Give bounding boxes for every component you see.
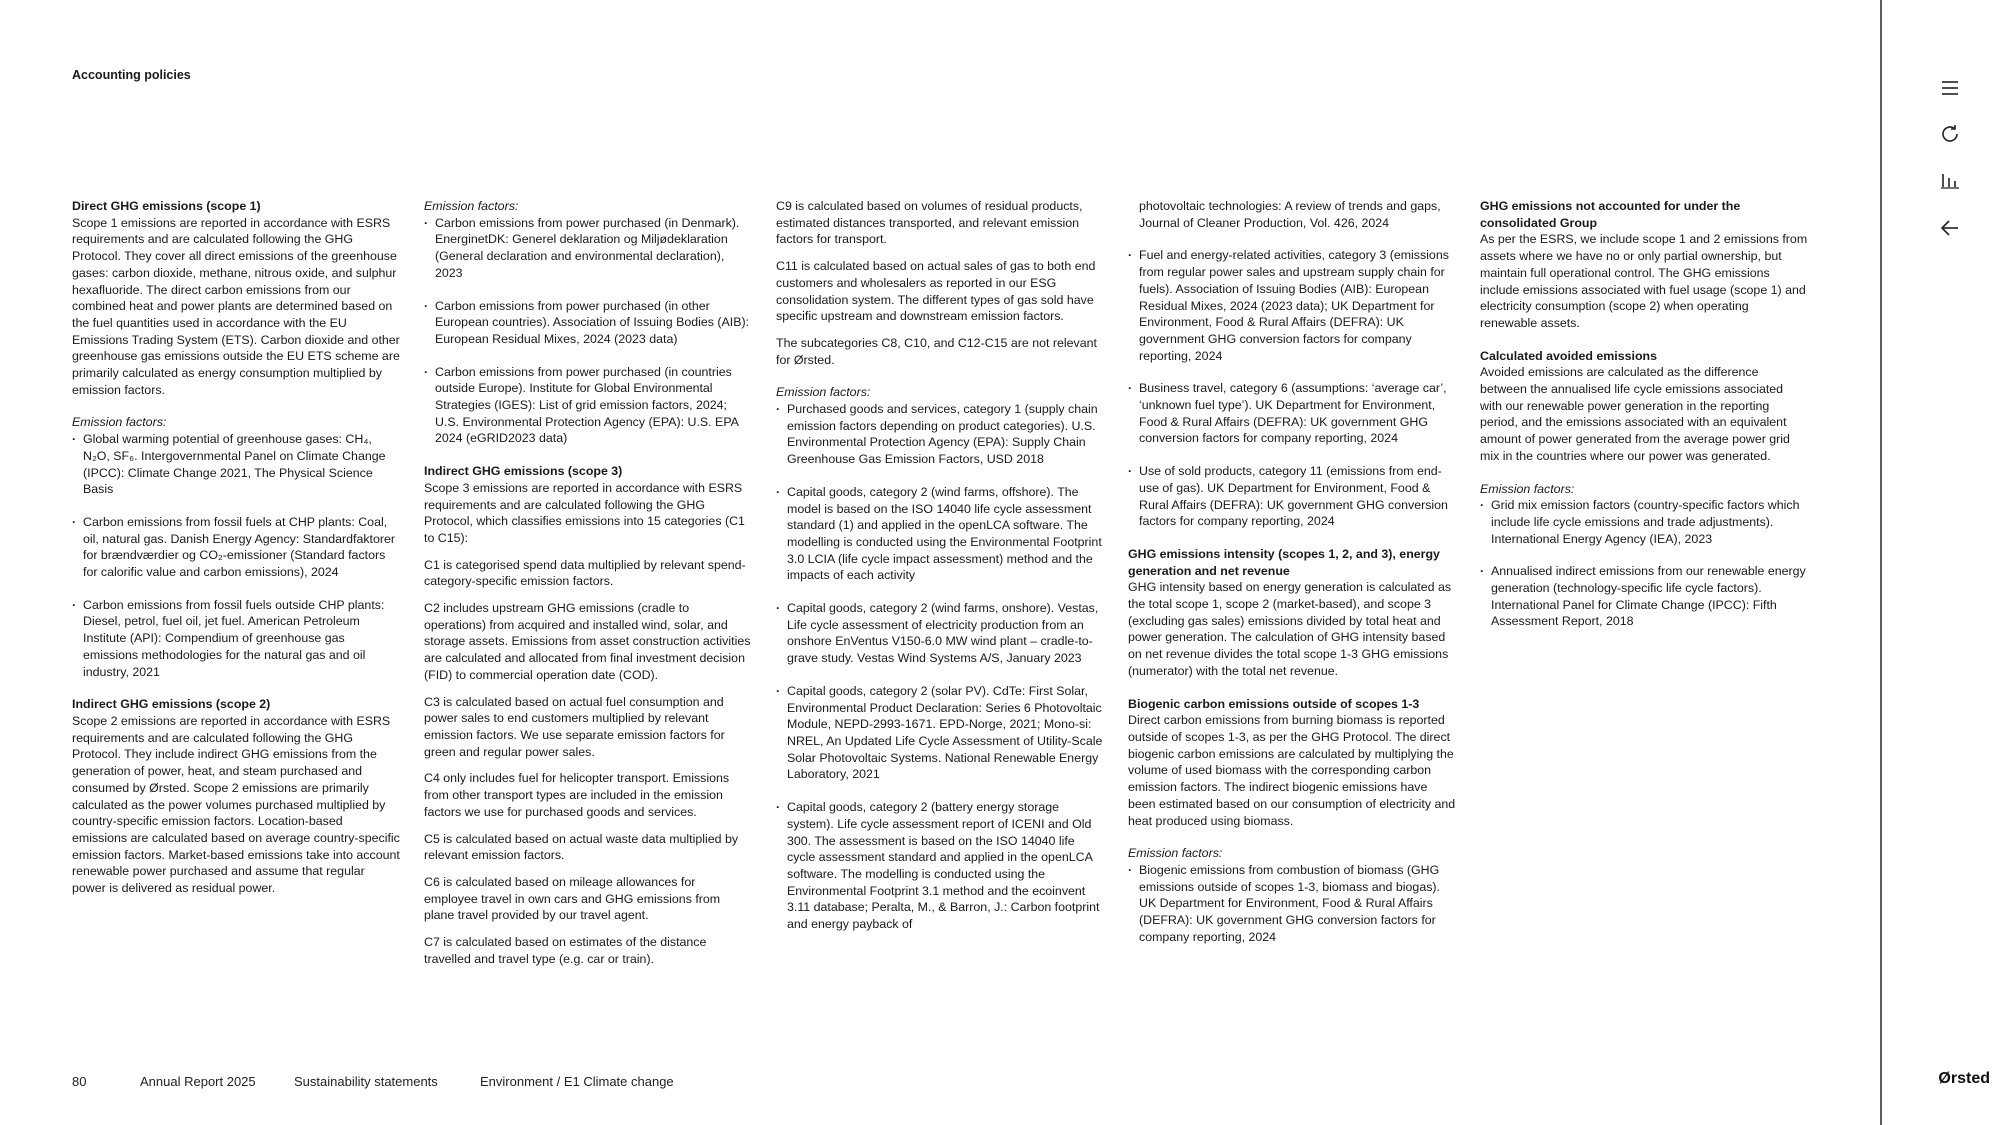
list-item: · Global warming potential of greenhouse gases: CH₄, N₂O, SF₆. Intergovernmental Panel on Climate Change (IPCC): Climate Change 2021, The Physical Science Basis xyxy=(72,431,400,498)
column-4 xyxy=(1128,198,1456,961)
footer-report-link[interactable]: Annual Report 2025 xyxy=(140,1074,256,1089)
list-item: · Capital goods, category 2 (battery energy storage system). Life cycle assessment report of ICENI and Old 300. The assessment is based on the ISO 14040 life cycle assessment standard and applied in the openLCA software. The modelling is conducted using the Environmental Footprint 3.1 method and the ecoinvent 3.11 database; Peralta, M., & Barron, J.: Carbon footprint and energy payback of xyxy=(776,799,1104,933)
emission-factors-list xyxy=(424,215,752,447)
back-arrow-icon[interactable] xyxy=(1938,216,1962,240)
paragraph-c11: C11 is calculated based on actual sales of gas to both end customers and wholesalers as reported in our ESG consolidation system. The different types of gas sold have specific upstream and downstream emission factors. xyxy=(776,259,1096,324)
section-body-scope3: Scope 3 emissions are reported in accordance with ESRS requirements and are calculated following the GHG Protocol, which classifies emissions into 15 categories (C1 to C15): xyxy=(424,480,745,545)
emission-factors-label: Emission factors: xyxy=(424,199,519,213)
paragraph-c5: C5 is calculated based on actual waste data multiplied by relevant emission factors. xyxy=(424,831,739,863)
paragraph-c4: C4 only includes fuel for helicopter transport. Emissions from other transport types are included in the emission factors we use for purchased goods and services. xyxy=(424,771,730,819)
emission-factors-list xyxy=(1480,497,1808,630)
footer-section-link[interactable]: Sustainability statements xyxy=(294,1074,438,1089)
emission-factors-label: Emission factors: xyxy=(72,415,167,430)
section-heading-scope2: Indirect GHG emissions (scope 2) xyxy=(72,697,271,712)
section-heading-biogenic: Biogenic carbon emissions outside of scopes 1-3 xyxy=(1128,696,1420,711)
section-body-not-accounted: As per the ESRS, we include scope 1 and 2 emissions from assets where we have no or only partial ownership, but maintain full operational control. The GHG emissions include emissions associated with fuel usage (scope 1) and electricity consumption (scope 2) when operating renewable assets. xyxy=(1480,232,1808,330)
list-item: · Annualised indirect emissions from our renewable energy generation (technology-specific life cycle factors). International Panel for Climate Change (IPCC): Fifth Assessment Report, 2018 xyxy=(1480,563,1808,630)
paragraph-c7: C7 is calculated based on estimates of the distance travelled and travel type (e.g. car or train). xyxy=(424,935,707,966)
list-item: · Use of sold products, category 11 (emissions from end-use of gas). UK Department for Environment, Food & Rural Affairs (DEFRA): UK government GHG conversion factors for company reporting, 2024 xyxy=(1128,463,1456,530)
chart-icon[interactable] xyxy=(1938,168,1962,192)
paragraph-subcategories: The subcategories C8, C10, and C12-C15 are not relevant for Ørsted. xyxy=(776,335,1097,367)
list-item: · Capital goods, category 2 (solar PV). CdTe: First Solar, Environmental Product Declaration: Series 6 Photovoltaic Module, NEPD-2993-1671. EPD-Norge, 2021; Mono-si: NREL, An Updated Life Cycle Assessment of Utility-Scale Solar Photovoltaic Systems. National Renewable Energy Laboratory, 2021 xyxy=(776,683,1104,783)
paragraph-c1: C1 is categorised spend data multiplied by relevant spend-category-specific emission factors. xyxy=(424,557,746,589)
section-heading-avoided: Calculated avoided emissions xyxy=(1480,348,1657,363)
footer-page-number: 80 xyxy=(72,1074,87,1089)
paragraph-c3: C3 is calculated based on actual fuel consumption and power sales to end customers multiplied by relevant emission factors. We use separate emission factors for green and regular power sales. xyxy=(424,694,725,759)
paragraph-c2: C2 includes upstream GHG emissions (cradle to operations) from acquired and installed wind, solar, and storage assets. Emissions from asset construction activities are calculated and allocated from final investment decision (FID) to commercial operation date (COD). xyxy=(424,601,751,682)
emission-factors-label: Emission factors: xyxy=(776,385,871,400)
list-item: · Carbon emissions from power purchased (in Denmark). EnerginetDK: Generel deklaration og Miljødeklaration (General declaration and environmental declaration), 2023 xyxy=(424,215,752,282)
footer-subsection-link[interactable]: Environment / E1 Climate change xyxy=(480,1074,674,1089)
section-heading-intensity: GHG emissions intensity (scopes 1, 2, and 3), energy generation and net revenue xyxy=(1128,546,1440,578)
list-item: · Carbon emissions from power purchased (in other European countries). Association of Issuing Bodies (AIB): European Residual Mixes, 2024 (2023 data) xyxy=(424,298,752,348)
paragraph-c6: C6 is calculated based on mileage allowances for employee travel in own cars and GHG emissions from plane travel provided by our travel agent. xyxy=(424,874,721,923)
list-item: · Carbon emissions from power purchased (in countries outside Europe). Institute for Global Environmental Strategies (IGES): List of grid emission factors, 2024; U.S. Environmental Protection Agency (EPA): U.S. EPA 2024 (eGRID2023 data) xyxy=(424,364,752,448)
paragraph-c9: C9 is calculated based on volumes of residual products, estimated distances transported, and relevant emission factors for transport. xyxy=(776,199,1083,247)
section-heading-not-accounted: GHG emissions not accounted for under the consolidated Group xyxy=(1480,199,1741,230)
list-item-continuation: photovoltaic technologies: A review of trends and gaps, Journal of Cleaner Production, Vol. 426, 2024 xyxy=(1139,199,1441,230)
list-item: · Grid mix emission factors (country-specific factors which include life cycle emissions and trade adjustments). International Energy Agency (IEA), 2023 xyxy=(1480,497,1808,547)
column-1 xyxy=(72,198,400,913)
sidebar-navigation xyxy=(1882,0,2000,1125)
section-heading-scope1: Direct GHG emissions (scope 1) xyxy=(72,199,261,213)
list-item: · Carbon emissions from fossil fuels outside CHP plants: Diesel, petrol, fuel oil, jet fuel. American Petroleum Institute (API): Compendium of greenhouse gas emissions methodologies for the natural gas and oil industry, 2021 xyxy=(72,597,400,681)
section-body-scope1: Scope 1 emissions are reported in accordance with ESRS requirements and are calculated following the GHG Protocol. They cover all direct emissions of the greenhouse gases: carbon dioxide, methane, nitrous oxide, and sulphur hexafluoride. The direct carbon emissions from our combined heat and power plants are determined based on the fuel quantities used in accordance with the EU Emissions Trading System (ETS). Carbon dioxide and other greenhouse gas emissions outside the EU ETS scheme are primarily calculated as energy consumption multiplied by emission factors. xyxy=(72,215,400,397)
emission-factors-list xyxy=(1128,862,1456,946)
section-body-biogenic: Direct carbon emissions from burning biomass is reported outside of scopes 1-3, as per the GHG Protocol. The direct biogenic carbon emissions are calculated by multiplying the volume of used biomass with the corresponding carbon emission factors. The indirect biogenic emissions have been estimated based on our consumption of electricity and heat produced using biomass. xyxy=(1128,713,1456,828)
section-body-avoided: Avoided emissions are calculated as the difference between the annualised life cycle emissions associated with our renewable power generation in the reporting period, and the emissions associated with an equivalent amount of power generated from the average power grid mix in the countries where our power was generated. xyxy=(1480,365,1790,463)
list-item: · Biogenic emissions from combustion of biomass (GHG emissions outside of scopes 1-3, biomass and biogas). UK Department for Environment, Food & Rural Affairs (DEFRA): UK government GHG conversion factors for company reporting, 2024 xyxy=(1128,862,1456,946)
emission-factors-list xyxy=(776,401,1104,933)
page-title: Accounting policies xyxy=(72,68,191,82)
column-3 xyxy=(776,198,1104,949)
list-item: · Capital goods, category 2 (wind farms, onshore). Vestas, Life cycle assessment of electricity production from an onshore EnVentus V150-6.0 MW wind plant – cradle-to-grave study. Vestas Wind Systems A/S, January 2023 xyxy=(776,600,1104,667)
emission-factors-list xyxy=(72,431,400,680)
list-item: · Purchased goods and services, category 1 (supply chain emission factors depending on product categories). U.S. Environmental Protection Agency (EPA): Supply Chain Greenhouse Gas Emission Factors, USD 2018 xyxy=(776,401,1104,468)
emission-factors-list-continued xyxy=(1128,247,1456,530)
content-columns xyxy=(72,198,1812,1018)
list-item: · Business travel, category 6 (assumptions: ‘average car’, ‘unknown fuel type’). UK Department for Environment, Food & Rural Affairs (DEFRA): UK government GHG conversion factors for company reporting, 2024 xyxy=(1128,380,1456,447)
section-heading-scope3: Indirect GHG emissions (scope 3) xyxy=(424,464,623,479)
column-2 xyxy=(424,198,752,977)
emission-factors-label: Emission factors: xyxy=(1128,846,1223,861)
refresh-icon[interactable] xyxy=(1938,122,1962,146)
section-body-intensity: GHG intensity based on energy generation is calculated as the total scope 1, scope 2 (market-based), and scope 3 (excluding gas sales) emissions divided by total heat and power generation. The calculation of GHG intensity based on net revenue divides the total scope 1-3 GHG emissions (numerator) with the total net revenue. xyxy=(1128,580,1452,678)
orsted-logo[interactable]: Ørsted xyxy=(1938,1070,1990,1087)
list-item: · Capital goods, category 2 (wind farms, offshore). The model is based on the ISO 14040 life cycle assessment standard (1) and applied in the openLCA software. The modelling is conducted using the Environmental Footprint 3.0 LCIA (life cycle impact assessment) method and the impacts of each activity xyxy=(776,484,1104,584)
list-item: · Fuel and energy-related activities, category 3 (emissions from regular power sales and upstream supply chain for fuels). Association of Issuing Bodies (AIB): European Residual Mixes, 2024 (2023 data); UK Department for Environment, Food & Rural Affairs (DEFRA): UK government GHG conversion factors for company reporting, 2024 xyxy=(1128,247,1456,364)
emission-factors-label: Emission factors: xyxy=(1480,481,1575,496)
list-item: · Carbon emissions from fossil fuels at CHP plants: Coal, oil, natural gas. Danish Energy Agency: Standardfaktorer for brændværdier og CO₂-emissioner (Standard factors for calorific value and carbon emissions), 2024 xyxy=(72,514,400,581)
menu-icon[interactable] xyxy=(1938,76,1962,100)
section-body-scope2: Scope 2 emissions are reported in accordance with ESRS requirements and are calculated following the GHG Protocol. They include indirect GHG emissions from the generation of power, heat, and steam purchased and consumed by Ørsted. Scope 2 emissions are primarily calculated as the power volumes purchased multiplied by country-specific emission factors. Location-based emissions are calculated based on average country-specific emission factors. Market-based emissions take into account renewable power purchased and assume that regular power is delivered as residual power. xyxy=(72,713,400,896)
column-5 xyxy=(1480,198,1808,646)
